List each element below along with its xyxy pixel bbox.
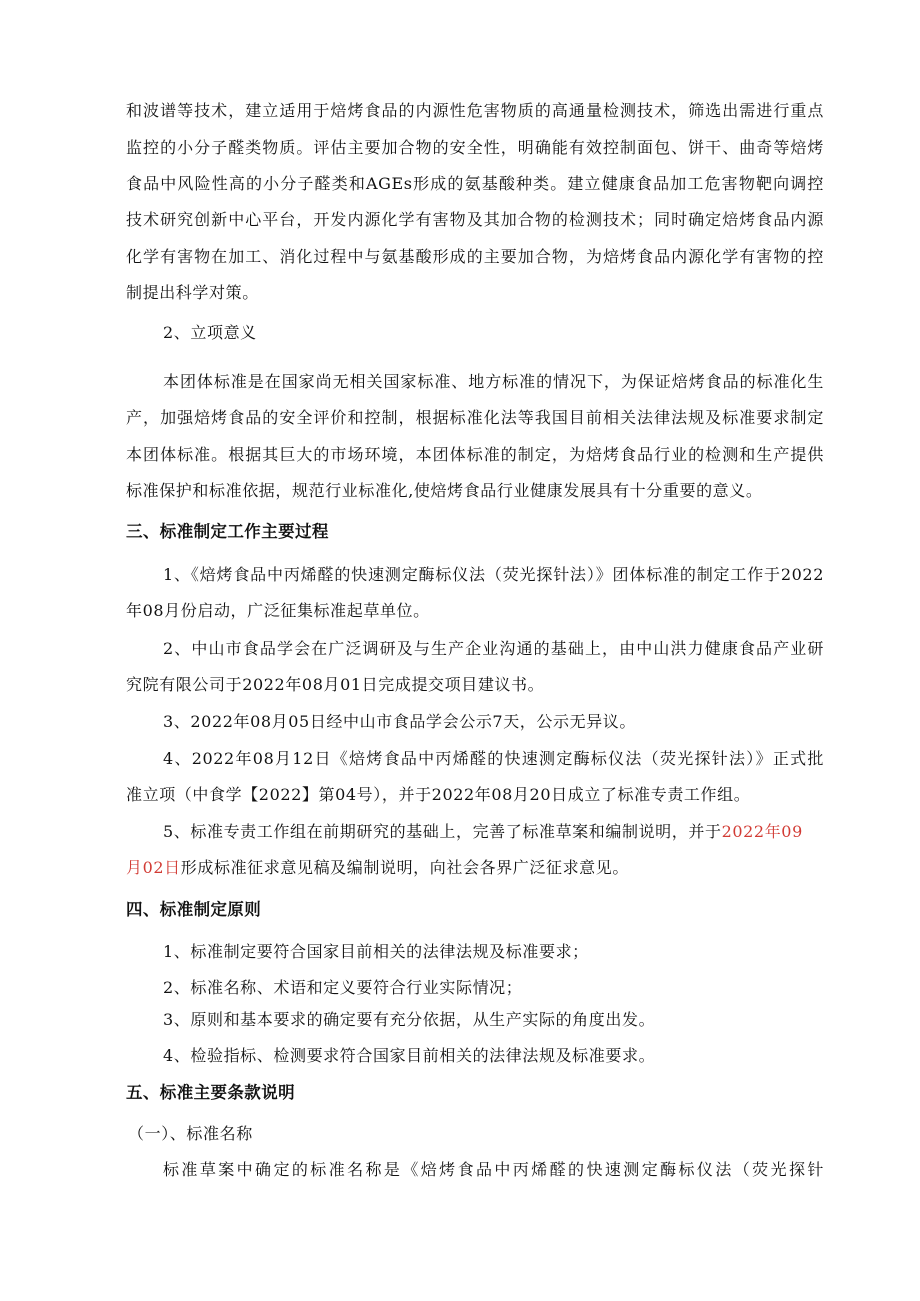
subsection-title: 2、立项意义 bbox=[163, 323, 257, 342]
paragraph-text: 形成标准征求意见稿及编制说明，向社会各界广泛征求意见。 bbox=[180, 858, 629, 877]
paragraph-line: 监控的小分子醛类物质。评估主要加合物的安全性，明确能有效控制面包、饼干、曲奇等焙烤 bbox=[126, 138, 824, 157]
highlighted-date: 月02日 bbox=[126, 858, 181, 877]
paragraph-line: 2、中山市食品学会在广泛调研及与生产企业沟通的基础上，由中山洪力健康食品产业研 bbox=[163, 639, 824, 658]
list-item: 4、检验指标、检测要求符合国家目前相关的法律法规及标准要求。 bbox=[163, 1046, 656, 1065]
section-heading-3: 三、标准制定工作主要过程 bbox=[126, 522, 329, 541]
paragraph-text: 5、标准专责工作组在前期研究的基础上，完善了标准草案和编制说明，并于 bbox=[163, 822, 722, 841]
paragraph-line: 本团体标准。根据其巨大的市场环境，本团体标准的制定，为焙烤食品行业的检测和生产提供 bbox=[126, 445, 824, 464]
subsection-title: （一）、标准名称 bbox=[128, 1124, 253, 1143]
paragraph-line: 本团体标准是在国家尚无相关国家标准、地方标准的情况下，为保证焙烤食品的标准化生 bbox=[163, 372, 824, 391]
paragraph-line: 准立项（中食学【2022】第04号），并于2022年08月20日成立了标准专责工作组。 bbox=[126, 785, 751, 804]
paragraph-line bbox=[126, 858, 629, 878]
paragraph-line bbox=[163, 822, 803, 842]
paragraph-line: 标准草案中确定的标准名称是《焙烤食品中丙烯醛的快速测定酶标仪法（荧光探针 bbox=[163, 1160, 824, 1179]
paragraph-line: 4、2022年08月12日《焙烤食品中丙烯醛的快速测定酶标仪法（荧光探针法）》正式批 bbox=[163, 749, 824, 768]
paragraph-line: 化学有害物在加工、消化过程中与氨基酸形成的主要加合物，为焙烤食品内源化学有害物的控 bbox=[126, 247, 824, 266]
paragraph-line: 1、《焙烤食品中丙烯醛的快速测定酶标仪法（荧光探针法）》团体标准的制定工作于2022 bbox=[163, 565, 824, 584]
section-heading-5: 五、标准主要条款说明 bbox=[126, 1083, 295, 1102]
list-item: 1、标准制定要符合国家目前相关的法律法规及标准要求； bbox=[163, 942, 589, 961]
section-heading-4: 四、标准制定原则 bbox=[126, 900, 262, 919]
paragraph-line: 标准保护和标准依据，规范行业标准化,使焙烤食品行业健康发展具有十分重要的意义。 bbox=[126, 481, 763, 500]
paragraph-line: 食品中风险性高的小分子醛类和AGEs形成的氨基酸种类。建立健康食品加工危害物靶向调控 bbox=[126, 174, 824, 193]
paragraph-line: 制提出科学对策。 bbox=[126, 283, 259, 302]
paragraph-line: 和波谱等技术，建立适用于焙烤食品的内源性危害物质的高通量检测技术，筛选出需进行重点 bbox=[126, 101, 824, 120]
list-item: 2、标准名称、术语和定义要符合行业实际情况； bbox=[163, 978, 523, 997]
highlighted-date: 2022年09 bbox=[721, 822, 803, 841]
list-item: 3、原则和基本要求的确定要有充分依据，从生产实际的角度出发。 bbox=[163, 1010, 656, 1029]
paragraph-line: 产，加强焙烤食品的安全评价和控制，根据标准化法等我国目前相关法律法规及标准要求制定 bbox=[126, 408, 824, 427]
paragraph-line: 技术研究创新中心平台，开发内源化学有害物及其加合物的检测技术；同时确定焙烤食品内源 bbox=[126, 210, 824, 229]
paragraph-line: 年08月份启动，广泛征集标准起草单位。 bbox=[126, 601, 430, 620]
paragraph-line: 3、2022年08月05日经中山市食品学会公示7天，公示无异议。 bbox=[163, 712, 636, 731]
paragraph-line: 究院有限公司于2022年08月01日完成提交项目建议书。 bbox=[126, 675, 545, 694]
